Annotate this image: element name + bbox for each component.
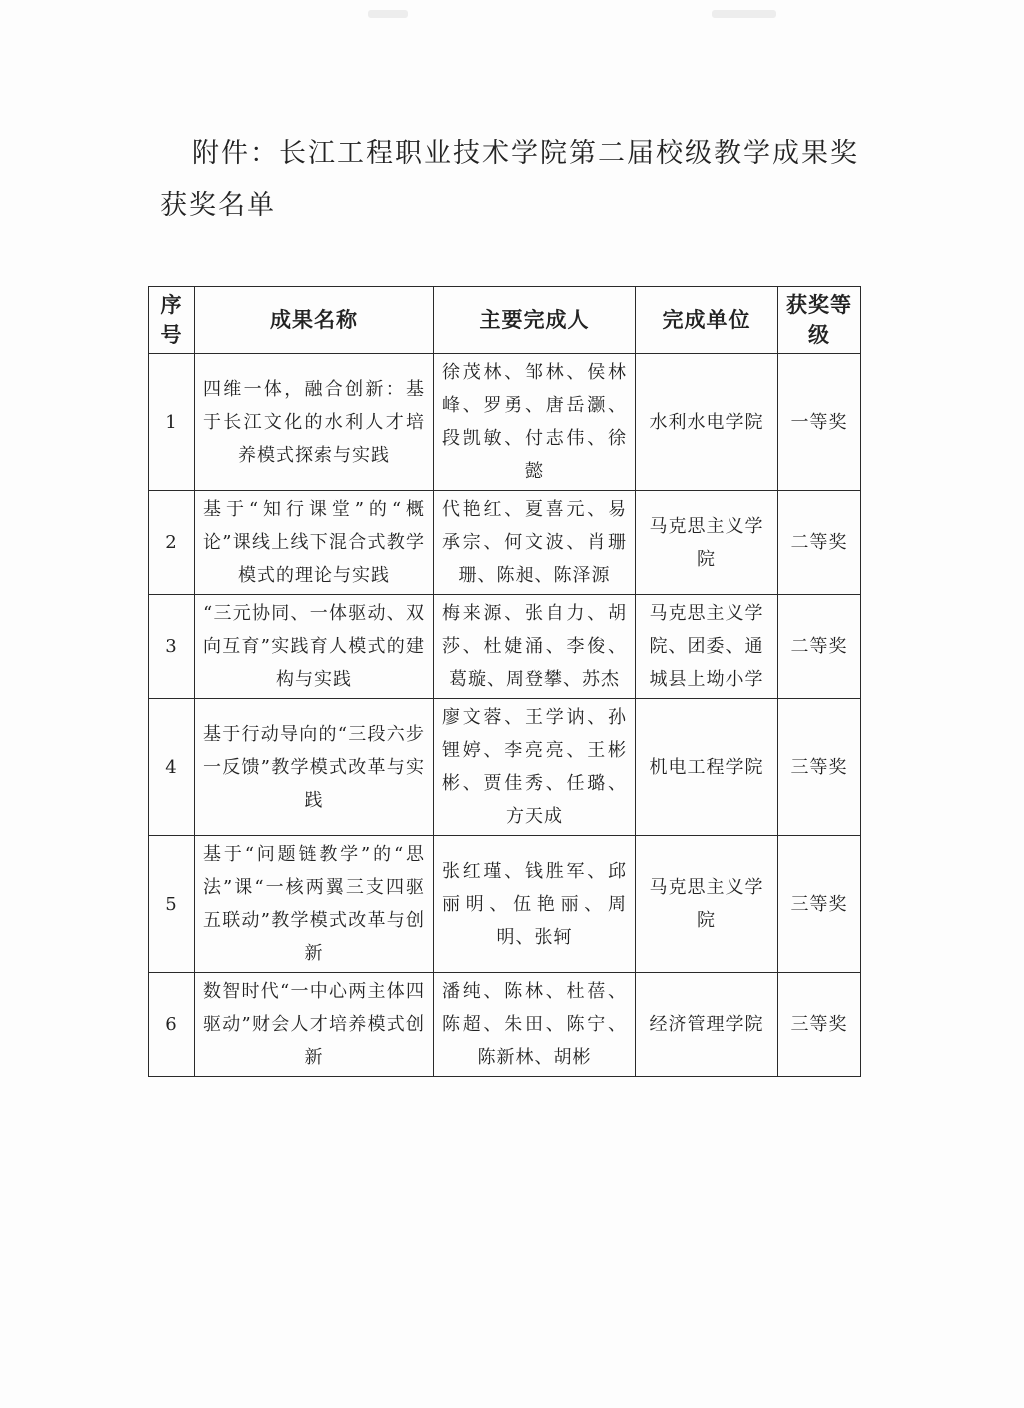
- cell-unit: 马克思主义学院: [636, 491, 778, 595]
- cell-unit: 机电工程学院: [636, 699, 778, 836]
- awards-table: [148, 286, 861, 1077]
- cell-name: 基于“问题链教学”的“思法”课“一核两翼三支四驱五联动”教学模式改革与创新: [195, 836, 434, 973]
- cell-unit: 水利水电学院: [636, 354, 778, 491]
- header-no: 序号: [149, 287, 195, 354]
- scan-mark: [712, 10, 776, 18]
- table-row: [149, 354, 861, 491]
- table-row: [149, 973, 861, 1077]
- cell-level: 二等奖: [778, 595, 861, 699]
- cell-no: 2: [149, 491, 195, 595]
- cell-level: 三等奖: [778, 973, 861, 1077]
- cell-level: 二等奖: [778, 491, 861, 595]
- cell-unit: 马克思主义学院: [636, 836, 778, 973]
- cell-unit: 经济管理学院: [636, 973, 778, 1077]
- cell-name: “三元协同、一体驱动、双向互育”实践育人模式的建构与实践: [195, 595, 434, 699]
- table-row: [149, 491, 861, 595]
- cell-no: 1: [149, 354, 195, 491]
- cell-people: 廖文蓉、王学讷、孙锂婷、李亮亮、王彬彬、贾佳秀、任璐、方天成: [434, 699, 636, 836]
- cell-level: 一等奖: [778, 354, 861, 491]
- table-row: [149, 836, 861, 973]
- cell-no: 6: [149, 973, 195, 1077]
- header-people: 主要完成人: [434, 287, 636, 354]
- header-level: 获奖等级: [778, 287, 861, 354]
- header-name: 成果名称: [195, 287, 434, 354]
- cell-name: 四维一体，融合创新：基于长江文化的水利人才培养模式探索与实践: [195, 354, 434, 491]
- cell-name: 基于“知行课堂”的“概论”课线上线下混合式教学模式的理论与实践: [195, 491, 434, 595]
- document-title: 附件：长江工程职业技术学院第二届校级教学成果奖获奖名单: [160, 138, 859, 221]
- cell-no: 5: [149, 836, 195, 973]
- cell-no: 3: [149, 595, 195, 699]
- cell-unit: 马克思主义学院、团委、通城县上坳小学: [636, 595, 778, 699]
- cell-name: 数智时代“一中心两主体四驱动”财会人才培养模式创新: [195, 973, 434, 1077]
- table-row: [149, 699, 861, 836]
- cell-people: 代艳红、夏喜元、易承宗、何文波、肖珊珊、陈昶、陈泽源: [434, 491, 636, 595]
- table-header-row: [149, 287, 861, 354]
- cell-people: 潘纯、陈林、杜蓓、陈超、朱田、陈宁、陈新林、胡彬: [434, 973, 636, 1077]
- cell-people: 徐茂林、邹林、侯林峰、罗勇、唐岳灏、段凯敏、付志伟、徐懿: [434, 354, 636, 491]
- cell-people: 张红瑾、钱胜军、邱丽明、伍艳丽、周明、张轲: [434, 836, 636, 973]
- cell-name: 基于行动导向的“三段六步一反馈”教学模式改革与实践: [195, 699, 434, 836]
- cell-level: 三等奖: [778, 699, 861, 836]
- table-row: [149, 595, 861, 699]
- cell-no: 4: [149, 699, 195, 836]
- header-unit: 完成单位: [636, 287, 778, 354]
- cell-people: 梅来源、张自力、胡莎、杜婕涌、李俊、葛璇、周登攀、苏杰: [434, 595, 636, 699]
- cell-level: 三等奖: [778, 836, 861, 973]
- scan-mark: [368, 10, 408, 18]
